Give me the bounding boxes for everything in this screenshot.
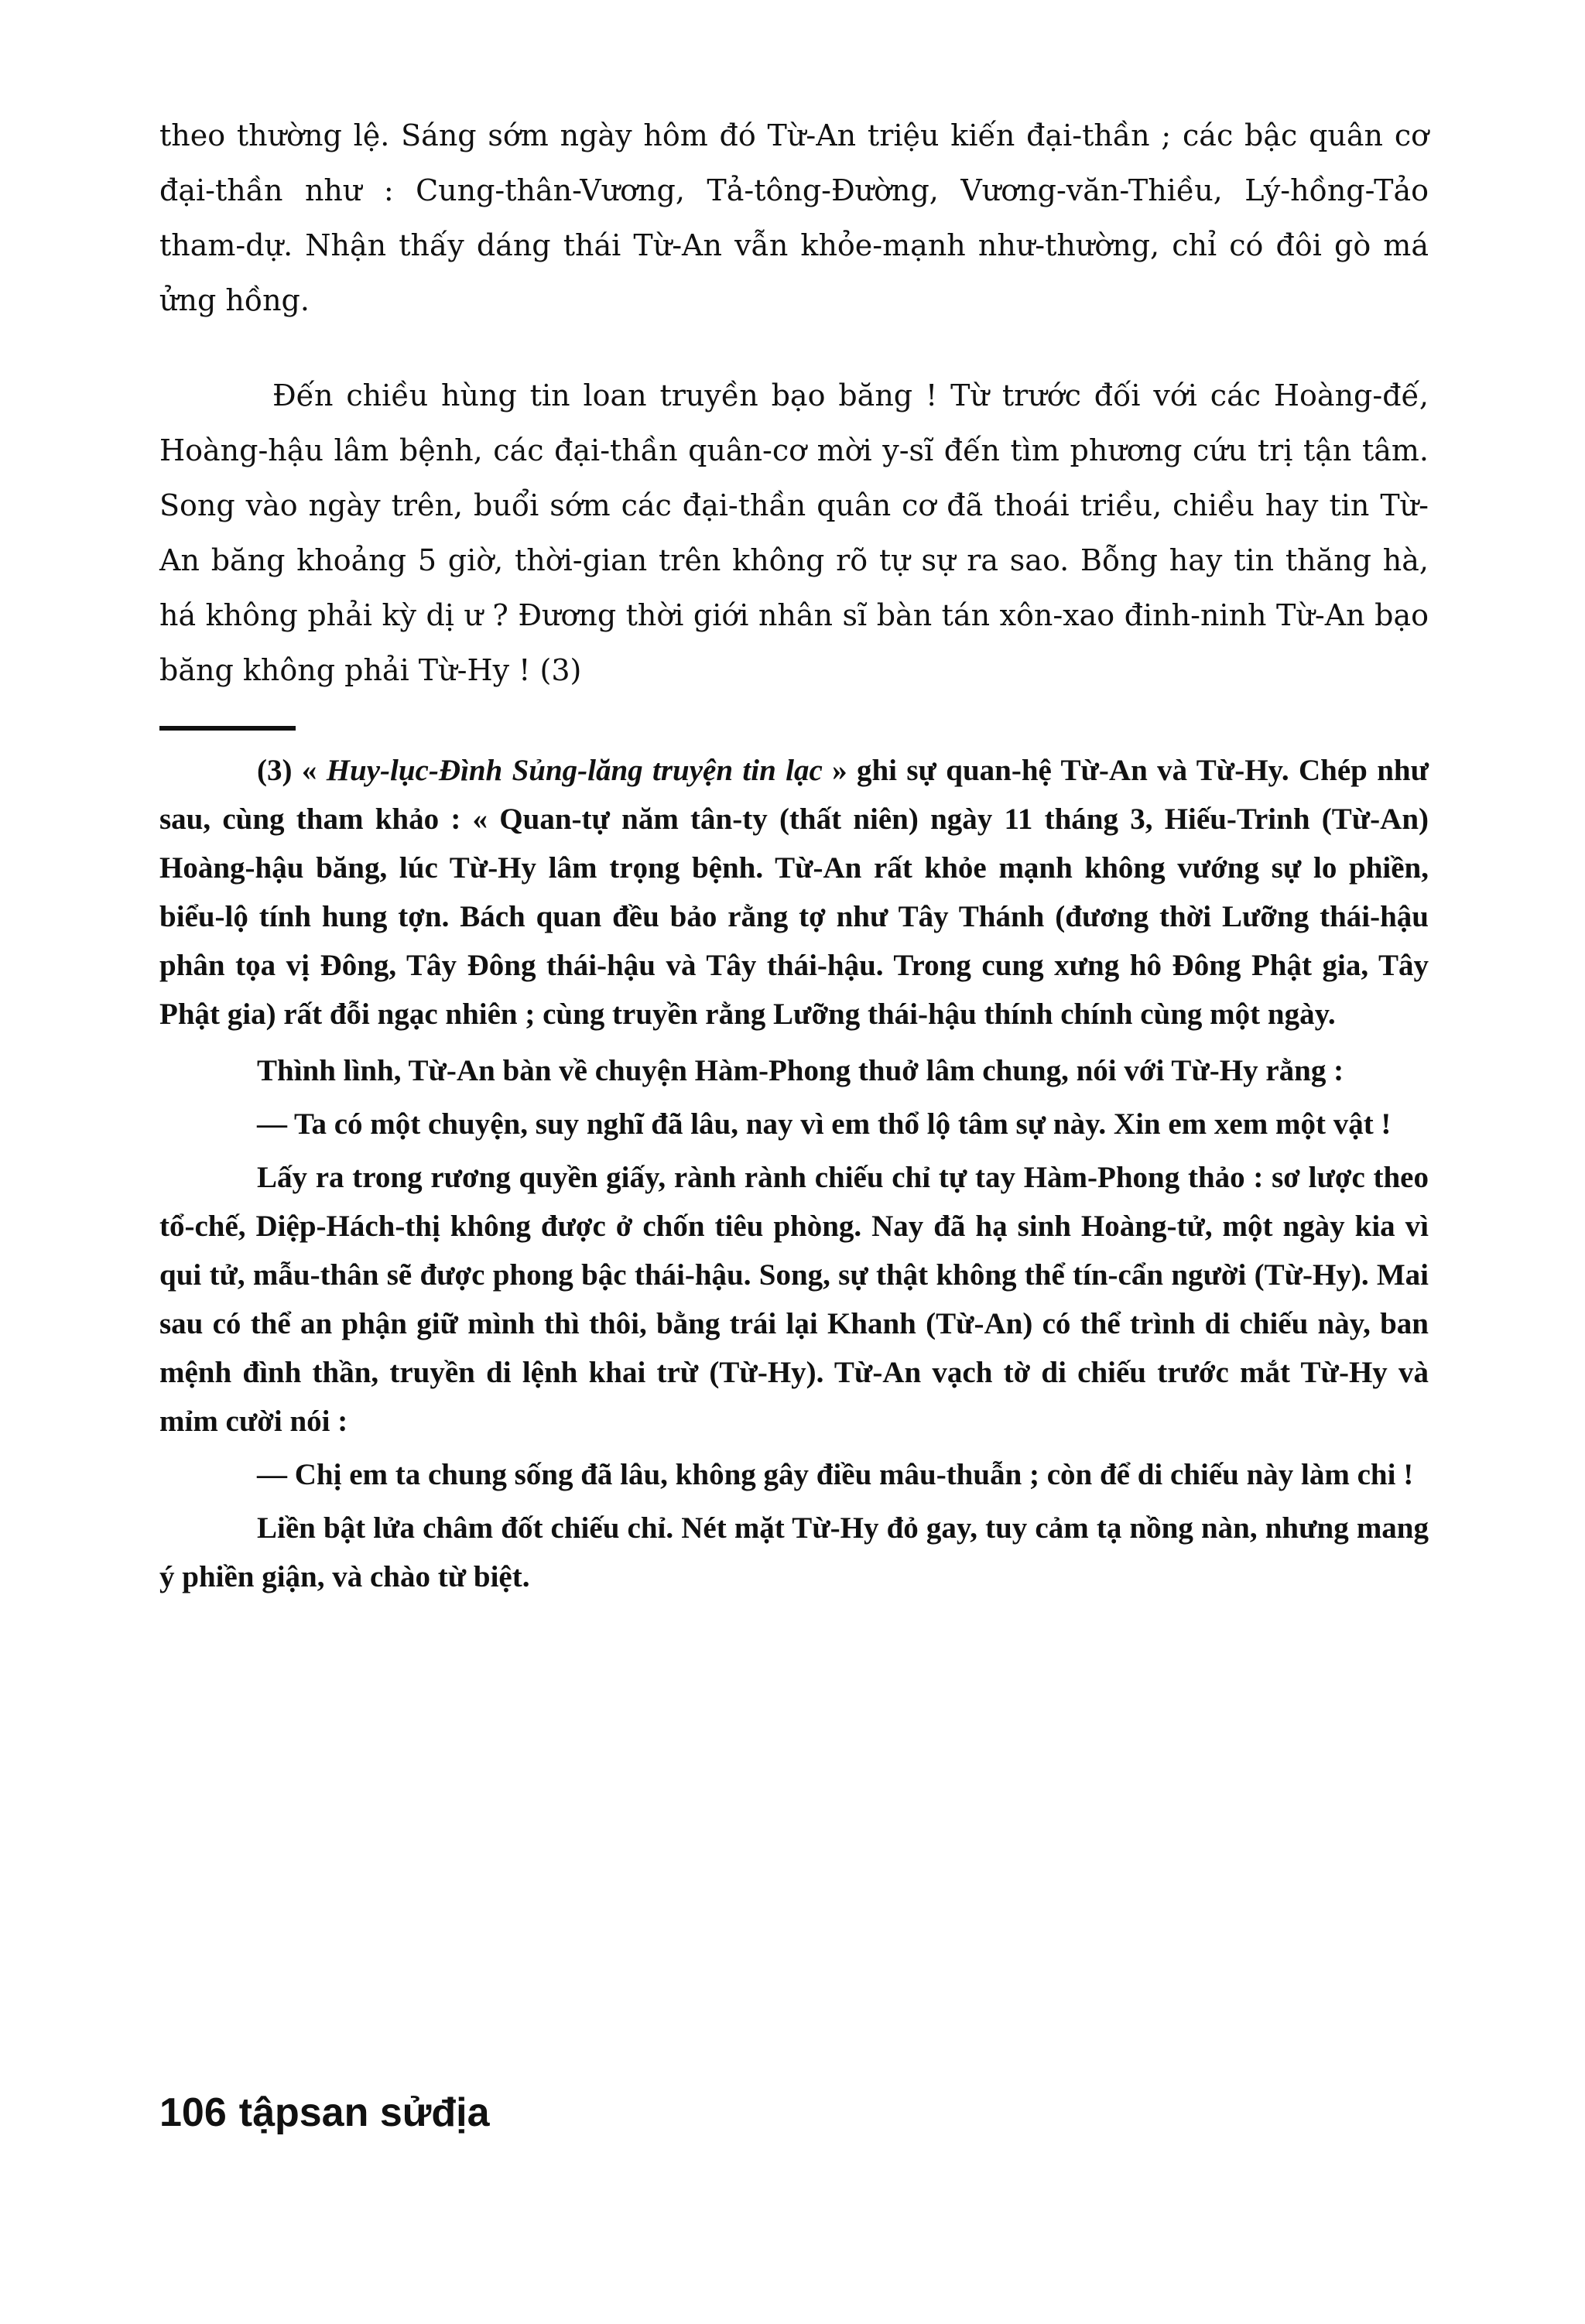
page-number: 106: [159, 2090, 227, 2135]
page-footer: [159, 2090, 502, 2136]
body-paragraph-1: theo thường lệ. Sáng sớm ngày hôm đó Từ-An triệu kiến đại-thần ; các bậc quân cơ đại-thần như : Cung-thân-Vương, Tả-tông-Đường, Vương-văn-Thiều, Lý-hồng-Tảo tham-dự. Nhận thấy dáng thái Từ-An vẫn khỏe-mạnh như-thường, chỉ có đôi gò má ửng hồng.: [159, 118, 1429, 317]
body-paragraph-2: Đến chiều hùng tin loan truyền bạo băng ! Từ trước đối với các Hoàng-đế, Hoàng-hậu lâm bệnh, các đại-thần quân-cơ mời y-sĩ đến tìm phương cứu trị tận tâm. Song vào ngày trên, buổi sớm các đại-thần quân cơ đã thoái triều, chiều hay tin Từ-An băng khoảng 5 giờ, thời-gian trên không rõ tự sự ra sao. Bỗng hay tin thăng hà, há không phải kỳ dị ư ? Đương thời giới nhân sĩ bàn tán xôn-xao đinh-ninh Từ-An bạo băng không phải Từ-Hy ! (3): [159, 378, 1429, 687]
footnote-paragraph-5: — Chị em ta chung sống đã lâu, không gây điều mâu-thuẫn ; còn để di chiếu này làm chi !: [257, 1458, 1414, 1491]
footnote-paragraph-4: Lấy ra trong rương quyền giấy, rành rành chiếu chỉ tự tay Hàm-Phong thảo : sơ lược theo tổ-chế, Diệp-Hách-thị không được ở chốn tiêu phòng. Nay đã hạ sinh Hoàng-tử, một ngày kia vì qui tử, mẫu-thân sẽ được phong bậc thái-hậu. Song, sự thật không thể tín-cẩn người (Từ-Hy). Mai sau có thể an phận giữ mình thì thôi, bằng trái lại Khanh (Từ-An) có thể trình di chiếu này, ban mệnh đình thần, truyền di lệnh khai trừ (Từ-Hy). Từ-An vạch tờ di chiếu trước mắt Từ-Hy và mỉm cười nói :: [159, 1161, 1429, 1438]
footnote-source-title: Huy-lục-Đình Sủng-lăng truyện tin lạc: [326, 754, 823, 787]
footnote-marker: (3) «: [257, 754, 317, 787]
footnote-paragraph-1: [159, 746, 1429, 1039]
page-content: [159, 108, 1429, 1601]
footnote-paragraph-3: — Ta có một chuyện, suy nghĩ đã lâu, nay vì em thổ lộ tâm sự này. Xin em xem một vật !: [257, 1107, 1392, 1141]
footnote-paragraph-2: Thình lình, Từ-An bàn về chuyện Hàm-Phong thuở lâm chung, nói với Từ-Hy rằng :: [257, 1054, 1344, 1087]
journal-name: tậpsan sửđịa: [238, 2090, 490, 2135]
footnote-divider: [159, 726, 296, 731]
footnote-paragraph-6: Liền bật lửa châm đốt chiếu chỉ. Nét mặt Từ-Hy đỏ gay, tuy cảm tạ nồng nàn, nhưng mang ý phiền giận, và chào từ biệt.: [159, 1511, 1429, 1593]
footnote-text: » ghi sự quan-hệ Từ-An và Từ-Hy. Chép như sau, cùng tham khảo : « Quan-tự năm tân-ty (thất niên) ngày 11 tháng 3, Hiếu-Trinh (Từ-An) Hoàng-hậu băng, lúc Từ-Hy lâm trọng bệnh. Từ-An rất khỏe mạnh không vướng sự lo phiền, biểu-lộ tính hung tợn. Bách quan đều bảo rằng tợ như Tây Thánh (đương thời Lưỡng thái-hậu phân tọa vị Đông, Tây Đông thái-hậu và Tây thái-hậu. Trong cung xưng hô Đông Phật gia, Tây Phật gia) rất đỗi ngạc nhiên ; cùng truyền rằng Lưỡng thái-hậu thính chính cùng một ngày.: [159, 754, 1429, 1031]
